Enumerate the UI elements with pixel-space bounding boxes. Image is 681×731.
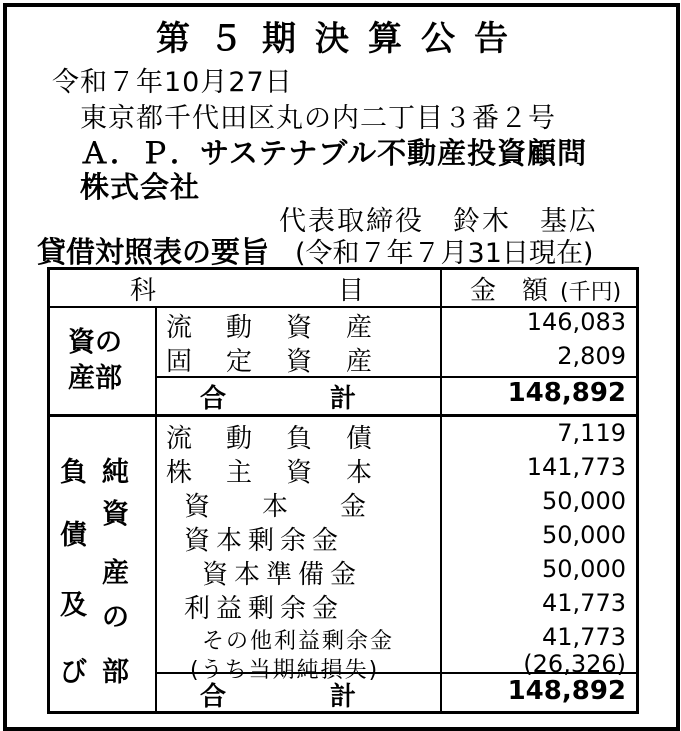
assets-section-label-bottom: 産部 bbox=[68, 363, 122, 394]
header-subject: 科 目 bbox=[130, 276, 365, 306]
row-value: 50,000 bbox=[542, 487, 626, 515]
row-label: 流 動 負 債 bbox=[166, 424, 377, 454]
row-value: (26,326) bbox=[523, 650, 626, 678]
row-label: その他利益剰余金 bbox=[202, 629, 395, 654]
header-unit: (千円) bbox=[560, 280, 622, 305]
amount-column-divider bbox=[440, 270, 442, 711]
liabilities-side-char: 資 bbox=[102, 499, 129, 530]
row-label: 固 定 資 産 bbox=[166, 347, 377, 377]
row-label: (うち当期純損失) bbox=[190, 658, 380, 683]
row-label: 資本準備金 bbox=[202, 560, 363, 590]
row-value: 141,773 bbox=[526, 453, 626, 481]
liabilities-total-value: 148,892 bbox=[507, 676, 626, 706]
liabilities-side-char: 部 bbox=[102, 657, 129, 688]
row-label: 利益剰余金 bbox=[184, 594, 345, 624]
company-name-line2: 株式会社 bbox=[80, 170, 201, 204]
row-value: 41,773 bbox=[542, 623, 626, 651]
assets-total-value: 148,892 bbox=[507, 378, 626, 408]
balance-sheet-table bbox=[47, 267, 639, 714]
liabilities-side-char: 純 bbox=[102, 457, 129, 488]
row-label: 資 本 金 bbox=[184, 492, 367, 522]
assets-total-label: 合 計 bbox=[200, 384, 357, 414]
row-value: 41,773 bbox=[542, 589, 626, 617]
liabilities-side-char: 及 bbox=[60, 590, 87, 621]
row-label: 流 動 資 産 bbox=[166, 313, 377, 343]
assets-section-label-top: 資の bbox=[68, 327, 122, 358]
company-name-line1: Ａ．Ｐ．サステナブル不動産投資顧問 bbox=[80, 136, 588, 170]
notice-date: 令和７年10月27日 bbox=[52, 67, 293, 98]
notice-title: 第５期決算公告 bbox=[156, 19, 527, 59]
row-label: 株 主 資 本 bbox=[166, 458, 377, 488]
row-value: 7,119 bbox=[557, 419, 626, 447]
row-value: 50,000 bbox=[542, 555, 626, 583]
row-label: 資本剰余金 bbox=[184, 526, 345, 556]
liabilities-side-char: び bbox=[60, 657, 87, 688]
liabilities-total-label: 合 計 bbox=[200, 682, 357, 712]
representative: 代表取締役 鈴木 基広 bbox=[279, 206, 598, 237]
row-value: 2,809 bbox=[557, 342, 626, 370]
header-amount: 金 額 bbox=[470, 276, 549, 306]
statement-title: 貸借対照表の要旨 bbox=[37, 235, 270, 269]
company-address: 東京都千代田区丸の内二丁目３番２号 bbox=[80, 103, 556, 134]
row-value: 146,083 bbox=[526, 308, 626, 336]
statement-date: (令和７年７月31日現在) bbox=[295, 238, 594, 269]
liabilities-side-char: 産 bbox=[102, 558, 129, 589]
liabilities-side-char: 債 bbox=[60, 520, 87, 551]
category-column-divider bbox=[155, 306, 157, 711]
row-value: 50,000 bbox=[542, 521, 626, 549]
liabilities-side-char: 負 bbox=[60, 457, 87, 488]
liabilities-side-char: の bbox=[102, 602, 129, 633]
notice-frame bbox=[3, 3, 680, 731]
